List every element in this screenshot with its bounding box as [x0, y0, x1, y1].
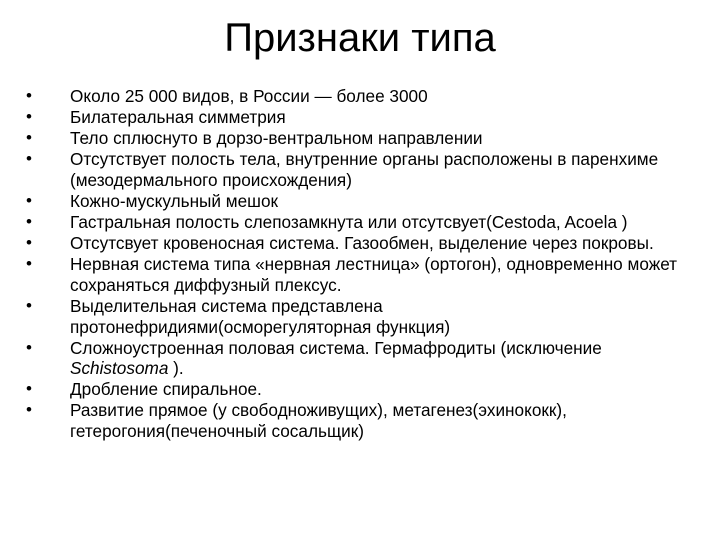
bullet-text: Билатеральная симметрия	[70, 107, 286, 128]
bullet-text-part: Сложноустроенная половая система. Гермафродиты (исключение	[70, 337, 602, 358]
bullet-icon: •	[26, 295, 32, 315]
list-item	[0, 128, 720, 149]
bullet-text: Около 25 000 видов, в России — более 3000	[70, 86, 428, 106]
list-item	[0, 212, 720, 233]
list-item	[0, 379, 720, 400]
bullet-text: Нервная система типа «нервная лестница» (ортогон), одновременно может сохраняться диффузный плексус.	[70, 254, 678, 295]
bullet-icon: •	[26, 400, 32, 420]
list-item	[0, 107, 720, 128]
bullet-icon: •	[26, 107, 32, 127]
bullet-text: Тело сплюснуто в дорзо-вентральном направлении	[70, 128, 483, 149]
bullet-icon: •	[26, 233, 32, 253]
list-item	[0, 400, 720, 441]
list-item	[0, 149, 720, 190]
bullet-text: Гастральная полость слепозамкнута или отсутсвует(Cestoda, Acoela )	[70, 212, 628, 233]
bullet-icon: •	[26, 128, 32, 148]
list-item	[0, 254, 720, 295]
genus-name-italic: Schistosoma	[70, 358, 169, 379]
bullet-text: Выделительная система представлена протонефридиями(осморегуляторная функция)	[70, 295, 451, 337]
bullet-icon: •	[26, 254, 32, 274]
bullet-icon: •	[26, 149, 32, 169]
bullet-icon: •	[26, 379, 32, 399]
bullet-text: Развитие прямое (у свободноживущих), метагенез(эхинококк), гетерогония(печеночный сосальщик)	[70, 400, 567, 441]
bullet-text-part: ).	[168, 358, 184, 379]
list-item	[0, 191, 720, 212]
bullet-list	[0, 86, 720, 442]
bullet-icon: •	[26, 86, 32, 105]
list-item	[0, 296, 720, 337]
list-item	[0, 86, 720, 107]
bullet-text: Отсутсвует кровеносная система. Газообмен, выделение через покровы.	[70, 233, 654, 254]
bullet-text: Кожно-мускульный мешок	[70, 190, 279, 211]
bullet-text: Дробление спиральное.	[70, 379, 262, 400]
bullet-text	[70, 338, 602, 379]
slide-title: Признаки типа	[224, 16, 496, 60]
bullet-icon: •	[26, 190, 32, 210]
list-item	[0, 233, 720, 254]
bullet-icon: •	[26, 212, 32, 232]
list-item	[0, 338, 720, 379]
bullet-text: Отсутствует полость тела, внутренние органы расположены в паренхиме (мезодермального происхождения)	[70, 149, 659, 190]
bullet-icon: •	[26, 337, 32, 357]
